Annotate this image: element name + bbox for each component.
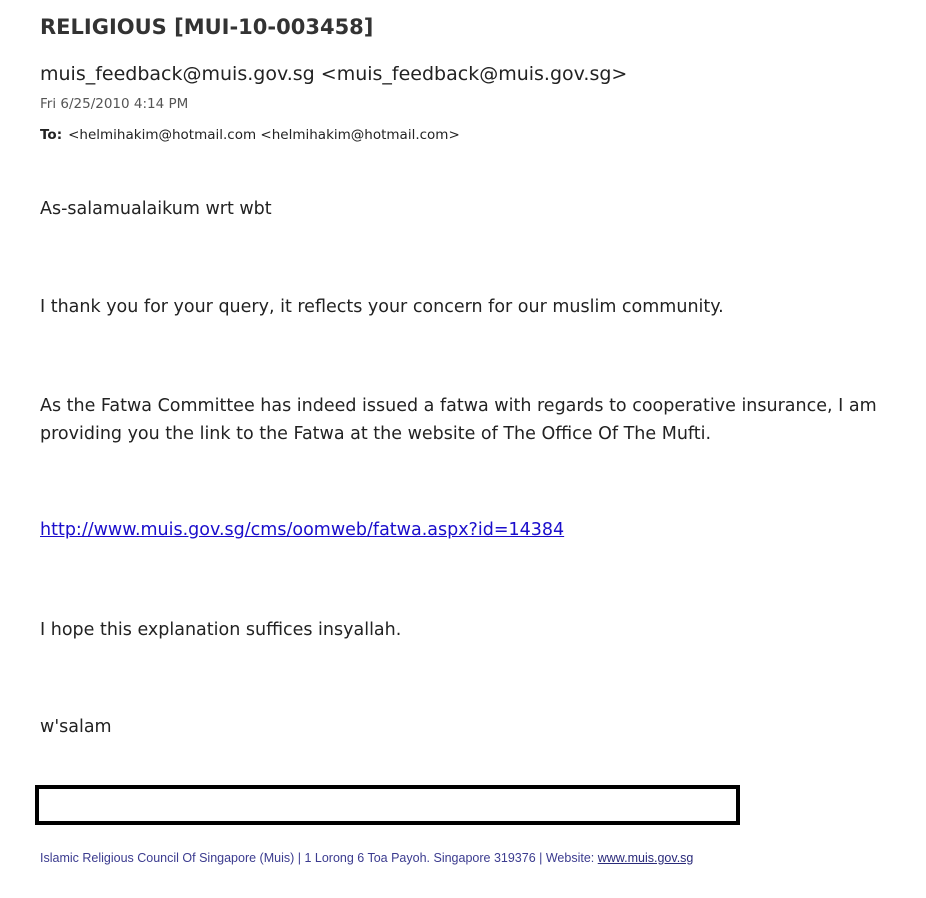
body-hope: I hope this explanation suffices insyallah. [40,620,402,640]
body-greeting: As-salamualaikum wrt wbt [40,199,272,219]
to-label: To: [40,127,63,143]
body-link-paragraph [40,516,564,544]
redacted-box [35,785,740,825]
email-date: Fri 6/25/2010 4:14 PM [40,96,189,112]
body-thanks: I thank you for your query, it reflects your concern for our muslim community. [40,297,724,317]
to-address[interactable]: <helmihakim@hotmail.com <helmihakim@hotmail.com> [68,127,460,143]
body-closing: w'salam [40,717,112,737]
fatwa-link[interactable]: http://www.muis.gov.sg/cms/oomweb/fatwa.aspx?id=14384 [40,520,565,540]
email-subject: RELIGIOUS [MUI-10-003458] [40,15,374,39]
footer-text: Islamic Religious Council Of Singapore (Muis) | 1 Lorong 6 Toa Payoh. Singapore 319376 | Website: [40,851,598,865]
footer-website-link[interactable]: www.muis.gov.sg [597,851,694,865]
email-footer [40,851,693,865]
email-recipients [40,127,460,143]
body-fatwa-note: As the Fatwa Committee has indeed issued a fatwa with regards to cooperative insurance, I am providing you the link to the Fatwa at the website of The Office Of The Mufti. [40,396,877,444]
email-sender[interactable]: muis_feedback@muis.gov.sg <muis_feedback@muis.gov.sg> [40,63,628,85]
